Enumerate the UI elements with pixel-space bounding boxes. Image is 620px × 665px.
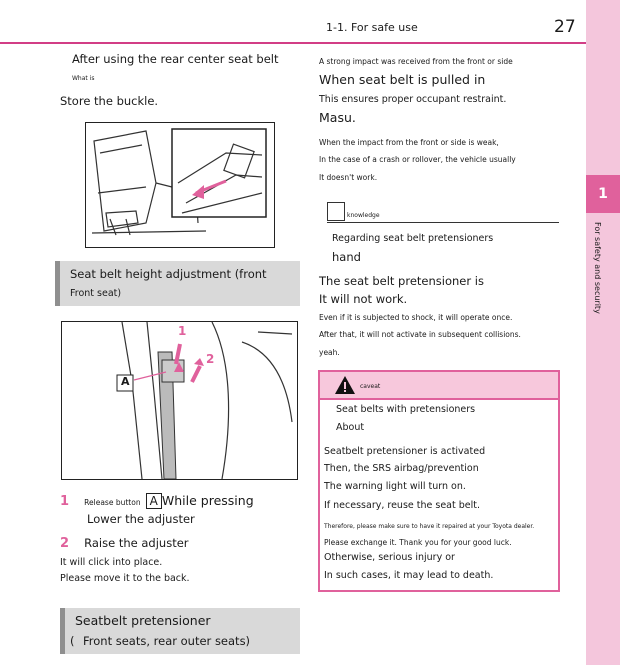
- chapter-number: 1: [586, 175, 620, 213]
- caution-box: [318, 370, 560, 592]
- chapter-side-tab: [586, 0, 620, 665]
- caution-line-8: Please exchange it. Thank you for your good luck.: [324, 538, 512, 547]
- right-line-4: Masu.: [319, 110, 356, 125]
- right-line-7: It doesn't work.: [319, 173, 378, 182]
- knowledge-line-7: yeah.: [319, 348, 340, 357]
- knowledge-line-4: It will not work.: [319, 292, 408, 306]
- figure-arrow-1: 1: [178, 324, 187, 338]
- step-1-box-a: A: [146, 493, 162, 509]
- height-adjuster-drawing: [62, 322, 297, 479]
- step-2-text: Raise the adjuster: [84, 536, 189, 550]
- section2-heading-line1: Seatbelt pretensioner: [75, 613, 211, 628]
- section-heading-pretensioner: [60, 608, 300, 654]
- knowledge-label: knowledge: [347, 212, 380, 219]
- figure-label-a: A: [121, 375, 130, 388]
- caution-line-9: Otherwise, serious injury or: [324, 552, 455, 563]
- step-1-prefix: Release button: [84, 498, 141, 507]
- right-line-2: When seat belt is pulled in: [319, 72, 486, 87]
- knowledge-line-2: hand: [332, 250, 361, 264]
- knowledge-line-3: The seat belt pretensioner is: [319, 274, 484, 288]
- left-paragraph-1: After using the rear center seat belt: [72, 52, 279, 66]
- caution-header: [320, 372, 558, 400]
- left-paragraph-2: Store the buckle.: [60, 94, 159, 108]
- right-line-6: In the case of a crash or rollover, the vehicle usually: [319, 155, 516, 164]
- section2-paren: (: [70, 634, 75, 648]
- knowledge-line-5: Even if it is subjected to shock, it will operate once.: [319, 313, 513, 322]
- warning-icon: [334, 375, 356, 395]
- knowledge-line-1: Regarding seat belt pretensioners: [332, 233, 494, 244]
- chapter-label: For safety and security: [593, 222, 602, 314]
- step-1-line2: Lower the adjuster: [87, 512, 195, 526]
- step-2-number: 2: [60, 536, 70, 551]
- rear-seat-drawing: [86, 123, 274, 247]
- right-line-5: When the impact from the front or side is weak,: [319, 138, 499, 147]
- caution-line-6: If necessary, reuse the seat belt.: [324, 500, 480, 511]
- step-1-number: 1: [60, 494, 70, 509]
- section-heading-height-adjust: [55, 261, 300, 306]
- knowledge-book-icon: [327, 202, 345, 221]
- caution-line-10: In such cases, it may lead to death.: [324, 570, 494, 581]
- header-rule: [0, 42, 586, 44]
- caution-line-1: Seat belts with pretensioners: [336, 404, 476, 415]
- knowledge-rule: [327, 222, 559, 223]
- section-title: 1-1. For safe use: [326, 21, 418, 34]
- caution-line-2: About: [336, 422, 365, 433]
- right-line-1: A strong impact was received from the front or side: [319, 57, 513, 66]
- section-heading-line2: Front seat): [70, 288, 122, 299]
- step-1: [60, 490, 254, 509]
- rear-seat-buckle-illustration: [85, 122, 275, 248]
- caution-line-5: The warning light will turn on.: [324, 481, 466, 492]
- left-paragraph-1-note: What is: [72, 75, 95, 82]
- caution-label: caveat: [360, 383, 381, 390]
- step-1-rest: While pressing: [161, 493, 254, 508]
- page-number: 27: [554, 17, 576, 37]
- step-2: [60, 532, 189, 551]
- figure-arrow-2: 2: [206, 352, 215, 366]
- caution-line-4: Then, the SRS airbag/prevention: [324, 463, 479, 474]
- left-paragraph-4: Please move it to the back.: [60, 573, 190, 584]
- section-heading-line1: Seat belt height adjustment (front: [70, 267, 267, 281]
- caution-line-3: Seatbelt pretensioner is activated: [324, 446, 486, 457]
- section2-heading-line2: Front seats, rear outer seats): [83, 634, 251, 648]
- left-paragraph-3: It will click into place.: [60, 557, 163, 568]
- knowledge-line-6: After that, it will not activate in subsequent collisions.: [319, 330, 521, 339]
- height-adjuster-illustration: [61, 321, 298, 480]
- right-line-3: This ensures proper occupant restraint.: [319, 94, 507, 105]
- caution-line-7: Therefore, please make sure to have it repaired at your Toyota dealer.: [324, 523, 535, 530]
